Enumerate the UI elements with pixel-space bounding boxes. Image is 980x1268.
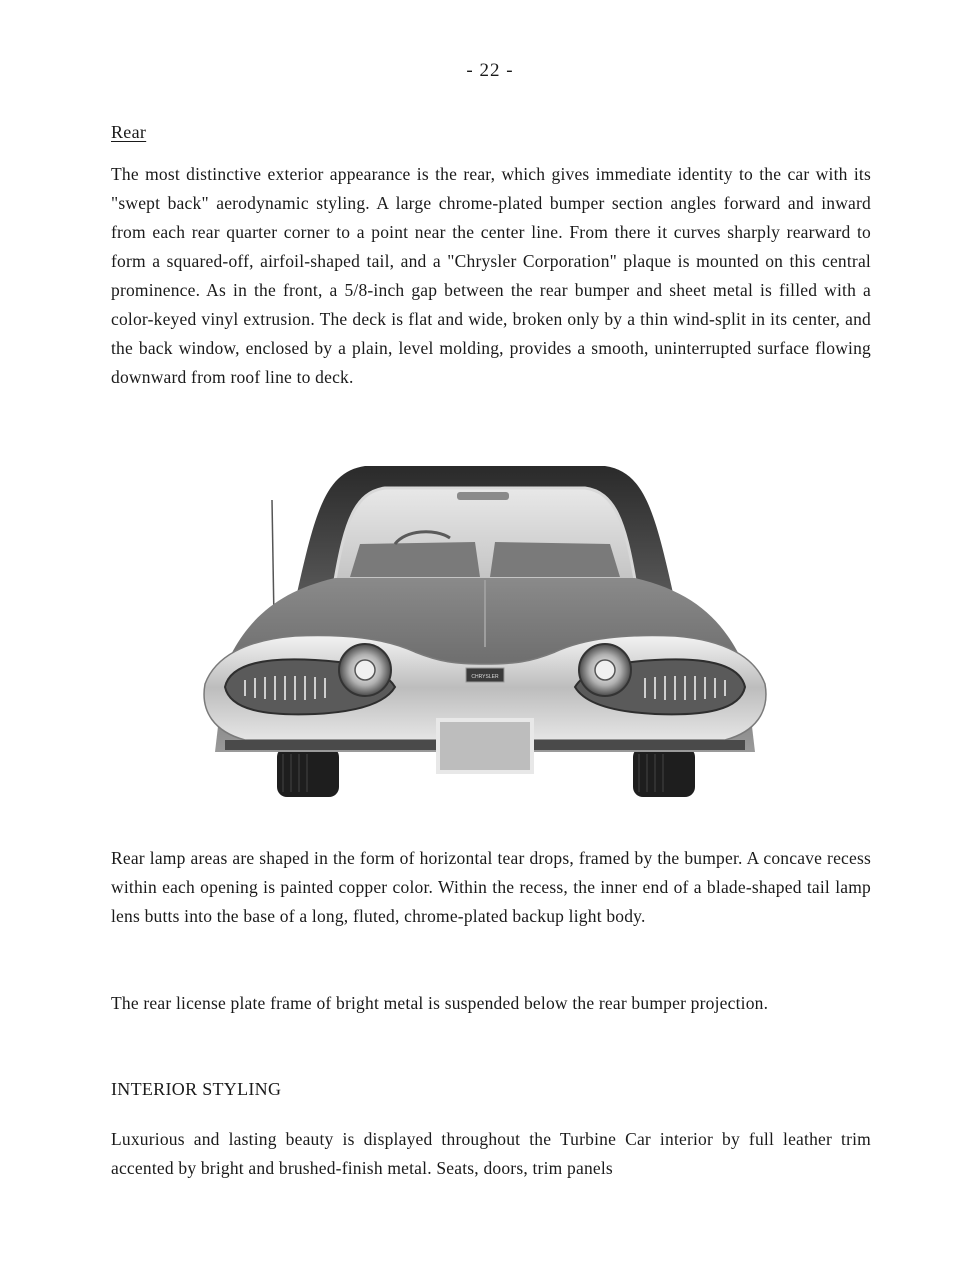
right-seat	[490, 542, 620, 577]
page-number: - 22 -	[466, 60, 514, 81]
section-heading-interior: INTERIOR STYLING	[111, 1079, 282, 1099]
car-rear-drawing	[185, 452, 785, 804]
car-rear-illustration	[185, 452, 785, 804]
license-plate-frame	[438, 720, 532, 772]
rearview-mirror	[457, 492, 509, 500]
paragraph-license-plate: The rear license plate frame of bright metal is suspended below the rear bumper projection.	[111, 993, 769, 1013]
plaque-text: CHRYSLER	[471, 674, 499, 680]
right-tire	[633, 747, 695, 797]
paragraph-interior: Luxurious and lasting beauty is displayed throughout the Turbine Car interior by full leather trim accented by bright and brushed-finish metal. Seats, doors, trim panels	[111, 1129, 871, 1178]
antenna	[272, 500, 274, 620]
paragraph-rear: The most distinctive exterior appearance is the rear, which gives immediate identity to the car with its "swept back" aerodynamic styling. A large chrome-plated bumper section angles forward and inward from each rear quarter corner to a point near the center line. From there it curves sharply rearward to form a squared-off, airfoil-shaped tail, and a "Chrysler Corporation" plaque is mounted on this central prominence. As in the front, a 5/8-inch gap between the rear bumper and sheet metal is filled with a color-keyed vinyl extrusion. The deck is flat and wide, broken only by a thin wind-split in its center, and the back window, enclosed by a plain, level molding, provides a smooth, uninterrupted surface flowing downward from roof line to deck.	[111, 164, 871, 387]
left-seat	[350, 542, 480, 577]
paragraph-rear-lamps: Rear lamp areas are shaped in the form of horizontal tear drops, framed by the bumper. A concave recess within each opening is painted copper color. Within the recess, the inner end of a blade-shaped tail lamp lens butts into the base of a long, fluted, chrome-plated backup light body.	[111, 848, 871, 926]
section-heading-rear: Rear	[111, 122, 147, 142]
left-tire	[277, 747, 339, 797]
